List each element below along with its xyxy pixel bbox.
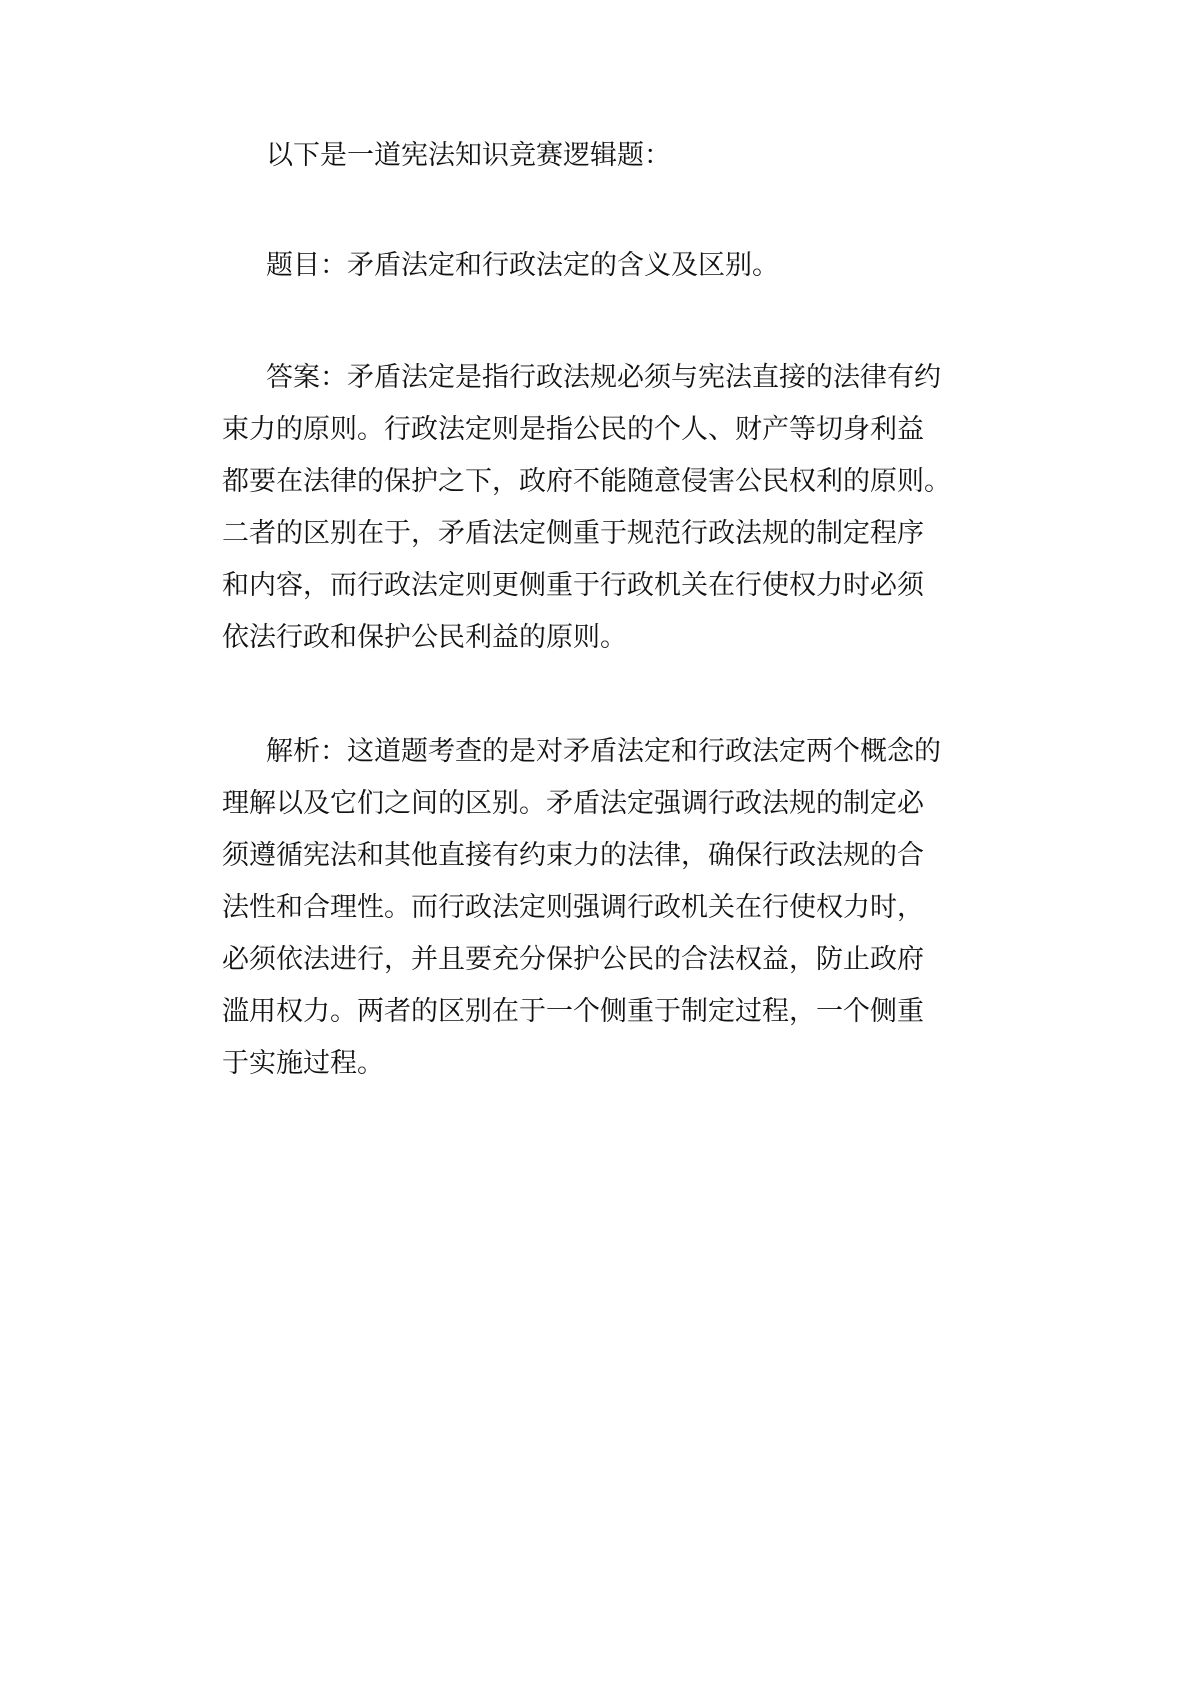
intro-paragraph [222,130,671,182]
answer-line: 二者的区别在于，矛盾法定侧重于规范行政法规的制定程序 [222,518,924,549]
analysis-line: 法性和合理性。而行政法定则强调行政机关在行使权力时， [222,892,924,923]
answer-line: 束力的原则。行政法定则是指公民的个人、财产等切身利益 [222,414,924,445]
answer-paragraph [222,352,951,664]
answer-line: 答案：矛盾法定是指行政法规必须与宪法直接的法律有约 [266,362,941,393]
answer-line: 依法行政和保护公民利益的原则。 [222,622,627,653]
analysis-line: 解析：这道题考查的是对矛盾法定和行政法定两个概念的 [266,736,941,767]
answer-line: 和内容，而行政法定则更侧重于行政机关在行使权力时必须 [222,570,924,601]
analysis-paragraph [222,726,941,1090]
question-line: 题目：矛盾法定和行政法定的含义及区别。 [266,250,779,281]
analysis-line: 于实施过程。 [222,1048,384,1079]
analysis-line: 须遵循宪法和其他直接有约束力的法律，确保行政法规的合 [222,840,924,871]
analysis-line: 必须依法进行，并且要充分保护公民的合法权益，防止政府 [222,944,924,975]
analysis-line: 滥用权力。两者的区别在于一个侧重于制定过程，一个侧重 [222,996,924,1027]
answer-line: 都要在法律的保护之下，政府不能随意侵害公民权利的原则。 [222,466,951,497]
intro-line: 以下是一道宪法知识竞赛逻辑题： [266,140,671,171]
question-paragraph [222,240,779,292]
analysis-line: 理解以及它们之间的区别。矛盾法定强调行政法规的制定必 [222,788,924,819]
